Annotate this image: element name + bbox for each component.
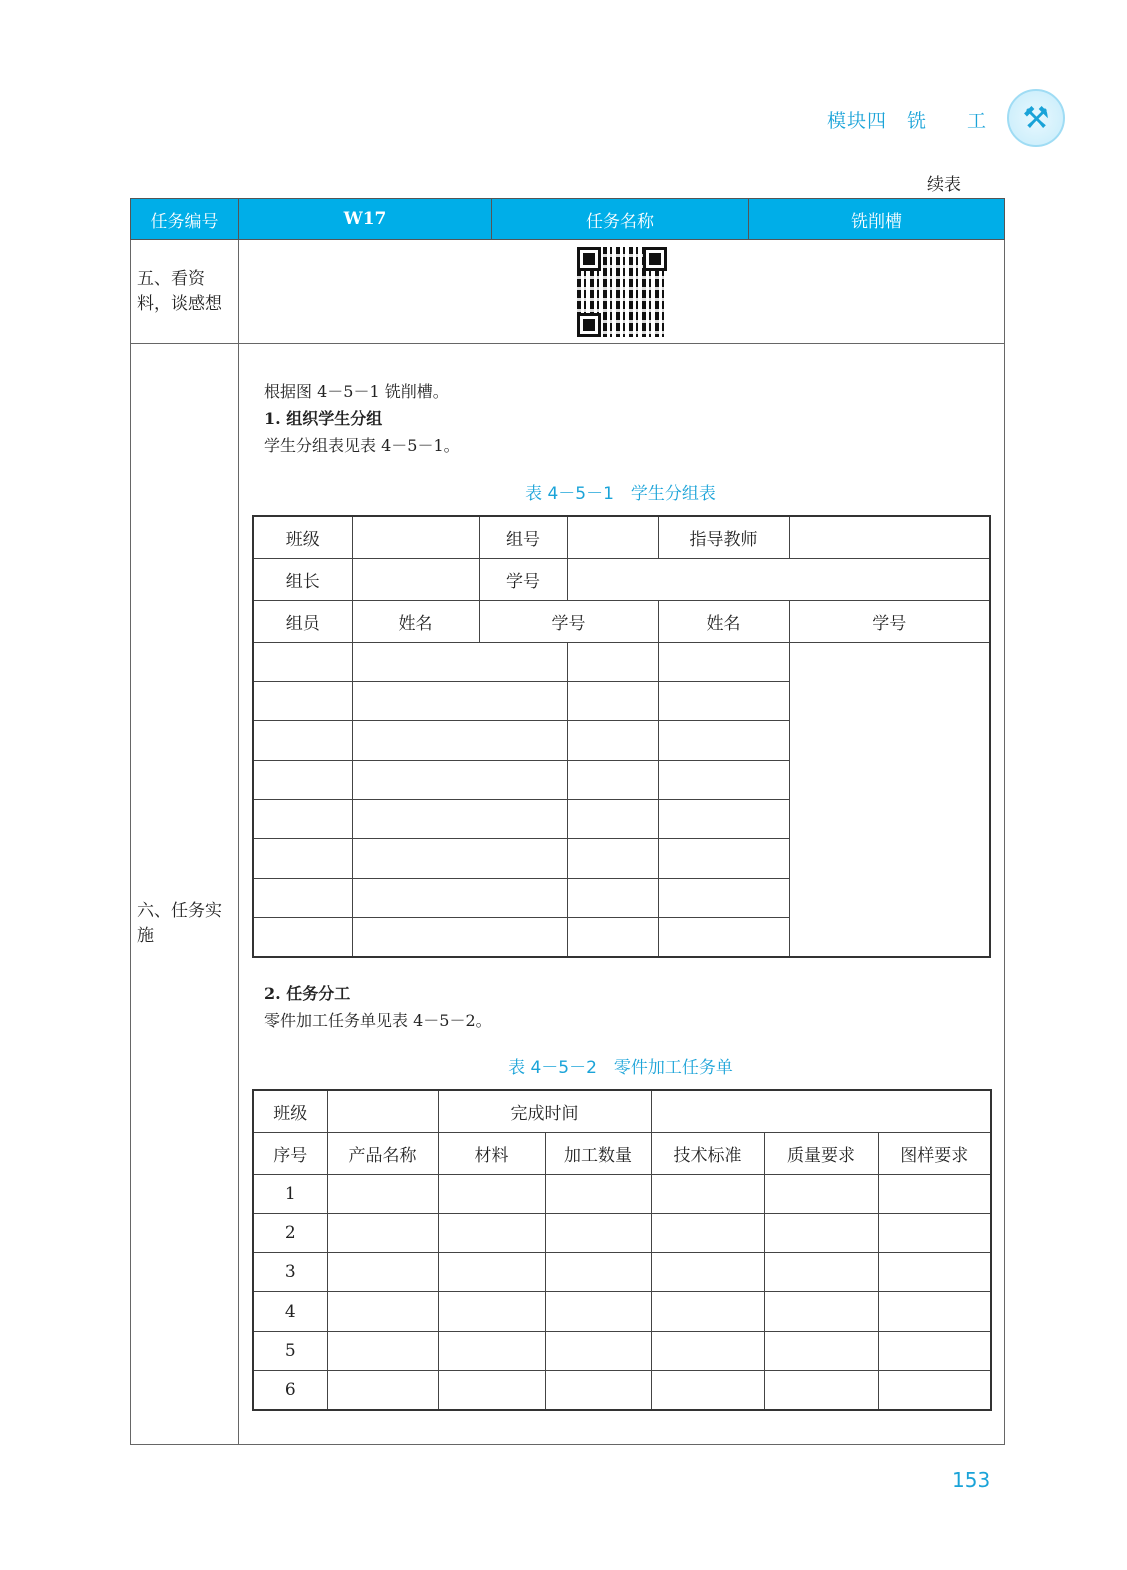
table-cell[interactable] — [878, 1213, 991, 1252]
member-cell[interactable] — [567, 642, 658, 681]
table-cell[interactable] — [438, 1174, 545, 1213]
table-cell[interactable] — [651, 1213, 764, 1252]
member-row — [253, 800, 990, 839]
leader-field[interactable] — [352, 558, 479, 600]
table-cell[interactable] — [651, 1292, 764, 1331]
task-id-label: 任务编号 — [131, 199, 239, 240]
table-cell[interactable] — [651, 1370, 764, 1409]
column-header: 加工数量 — [545, 1132, 651, 1174]
column-header: 图样要求 — [878, 1132, 991, 1174]
table-cell[interactable] — [651, 1331, 764, 1370]
column-header: 材料 — [438, 1132, 545, 1174]
table-cell[interactable] — [545, 1174, 651, 1213]
row-number: 6 — [253, 1370, 327, 1409]
finish-time-field[interactable] — [651, 1090, 991, 1132]
table-cell[interactable] — [327, 1253, 438, 1292]
class-label: 班级 — [253, 1090, 327, 1132]
table-cell[interactable] — [878, 1174, 991, 1213]
table-row — [253, 1213, 991, 1252]
column-header: 序号 — [253, 1132, 327, 1174]
member-cell[interactable] — [253, 721, 352, 760]
row-number: 1 — [253, 1174, 327, 1213]
table-cell[interactable] — [764, 1370, 878, 1409]
section6-label: 六、任务实施 — [131, 344, 239, 1445]
task-order-table — [252, 1089, 992, 1411]
table-cell[interactable] — [878, 1370, 991, 1409]
table-row — [253, 1253, 991, 1292]
table-cell[interactable] — [327, 1292, 438, 1331]
member-cell[interactable] — [658, 642, 789, 681]
table-cell[interactable] — [438, 1253, 545, 1292]
task-table — [130, 198, 1005, 1445]
table-cell[interactable] — [327, 1331, 438, 1370]
table-cell[interactable] — [327, 1213, 438, 1252]
table-cell[interactable] — [438, 1213, 545, 1252]
table-cell[interactable] — [438, 1370, 545, 1409]
task-name: 铣削槽 — [749, 199, 1005, 240]
member-row — [253, 681, 990, 720]
member-cell[interactable] — [567, 800, 658, 839]
leader-no-field[interactable] — [567, 558, 990, 600]
member-cell[interactable] — [352, 760, 567, 799]
qr-code-icon[interactable] — [577, 247, 667, 337]
table-cell[interactable] — [764, 1292, 878, 1331]
table-cell[interactable] — [327, 1370, 438, 1409]
table-cell[interactable] — [545, 1292, 651, 1331]
member-cell[interactable] — [567, 760, 658, 799]
step1-title: 1. 组织学生分组 — [264, 409, 383, 428]
table-cell[interactable] — [878, 1331, 991, 1370]
leader-label: 组长 — [253, 558, 352, 600]
member-cell[interactable] — [253, 800, 352, 839]
table-cell[interactable] — [545, 1370, 651, 1409]
table-cell[interactable] — [878, 1292, 991, 1331]
table-cell[interactable] — [764, 1253, 878, 1292]
table-row — [253, 1174, 991, 1213]
member-row — [253, 918, 990, 957]
teacher-label: 指导教师 — [658, 516, 789, 558]
member-cell[interactable] — [658, 878, 789, 917]
chapter-title-2: 工 — [967, 110, 988, 132]
intro-text: 根据图 4－5－1 铣削槽。 — [264, 382, 449, 401]
member-cell[interactable] — [567, 918, 658, 957]
table-cell[interactable] — [545, 1253, 651, 1292]
member-cell[interactable] — [352, 918, 567, 957]
teacher-field[interactable] — [789, 516, 990, 558]
student-no-header: 学号 — [479, 600, 658, 642]
name-header: 姓名 — [658, 600, 789, 642]
member-cell[interactable] — [567, 681, 658, 720]
table-cell[interactable] — [764, 1331, 878, 1370]
step1-text: 学生分组表见表 4－5－1。 — [264, 436, 460, 455]
member-row — [253, 839, 990, 878]
member-cell[interactable] — [352, 721, 567, 760]
section5-label: 五、看资料，谈感想 — [131, 240, 239, 344]
member-row — [253, 642, 990, 681]
table-cell[interactable] — [651, 1253, 764, 1292]
module-label: 模块四 — [827, 110, 888, 132]
chapter-title-1: 铣 — [907, 110, 928, 132]
class-field[interactable] — [327, 1090, 438, 1132]
member-cell[interactable] — [253, 918, 352, 957]
table-cell[interactable] — [545, 1213, 651, 1252]
table-cell[interactable] — [545, 1331, 651, 1370]
table-cell[interactable] — [438, 1331, 545, 1370]
class-label: 班级 — [253, 516, 352, 558]
class-field[interactable] — [352, 516, 479, 558]
group-no-label: 组号 — [479, 516, 567, 558]
members-label: 组员 — [253, 600, 352, 642]
member-cell[interactable] — [253, 642, 352, 681]
member-cell[interactable] — [658, 760, 789, 799]
leader-no-label: 学号 — [479, 558, 567, 600]
member-cell[interactable] — [352, 800, 567, 839]
table-cell[interactable] — [651, 1174, 764, 1213]
table-row — [253, 1292, 991, 1331]
member-cell[interactable] — [352, 878, 567, 917]
column-header: 产品名称 — [327, 1132, 438, 1174]
row-number: 4 — [253, 1292, 327, 1331]
member-cell[interactable] — [658, 721, 789, 760]
step2-block — [264, 980, 492, 1034]
table-row — [253, 1370, 991, 1409]
task-name-label: 任务名称 — [492, 199, 749, 240]
wrench-icon: ⚒ — [1007, 89, 1065, 147]
member-row — [253, 760, 990, 799]
column-header: 质量要求 — [764, 1132, 878, 1174]
member-cell[interactable] — [253, 760, 352, 799]
member-cell[interactable] — [658, 681, 789, 720]
row-number: 3 — [253, 1253, 327, 1292]
step2-title: 2. 任务分工 — [264, 984, 351, 1003]
table-row — [253, 1331, 991, 1370]
member-cell[interactable] — [253, 681, 352, 720]
member-cell[interactable] — [567, 721, 658, 760]
member-cell[interactable] — [567, 878, 658, 917]
table1-caption: 表 4－5－1 学生分组表 — [525, 484, 716, 504]
table-cell[interactable] — [438, 1292, 545, 1331]
member-row — [253, 878, 990, 917]
member-cell[interactable] — [658, 839, 789, 878]
continued-label: 续表 — [927, 175, 961, 195]
member-cell[interactable] — [352, 681, 567, 720]
member-cell[interactable] — [352, 839, 567, 878]
member-cell[interactable] — [253, 839, 352, 878]
group-no-field[interactable] — [567, 516, 658, 558]
table2-caption: 表 4－5－2 零件加工任务单 — [508, 1058, 733, 1078]
step2-text: 零件加工任务单见表 4－5－2。 — [264, 1011, 492, 1030]
finish-time-label: 完成时间 — [438, 1090, 651, 1132]
running-header — [827, 106, 1007, 133]
section6-text — [264, 378, 460, 459]
row-number: 5 — [253, 1331, 327, 1370]
page-number: 153 — [952, 1468, 991, 1492]
student-group-table — [252, 515, 991, 958]
table-cell[interactable] — [764, 1174, 878, 1213]
member-cell[interactable] — [567, 839, 658, 878]
column-header: 技术标准 — [651, 1132, 764, 1174]
table-cell[interactable] — [878, 1253, 991, 1292]
member-row — [253, 721, 990, 760]
student-no-header: 学号 — [789, 600, 990, 642]
member-cell[interactable] — [253, 878, 352, 917]
row-number: 2 — [253, 1213, 327, 1252]
member-cell[interactable] — [352, 642, 567, 681]
table-cell[interactable] — [327, 1174, 438, 1213]
member-cell[interactable] — [658, 918, 789, 957]
task-id: W17 — [239, 199, 492, 240]
member-cell[interactable] — [658, 800, 789, 839]
name-header: 姓名 — [352, 600, 479, 642]
table-cell[interactable] — [764, 1213, 878, 1252]
